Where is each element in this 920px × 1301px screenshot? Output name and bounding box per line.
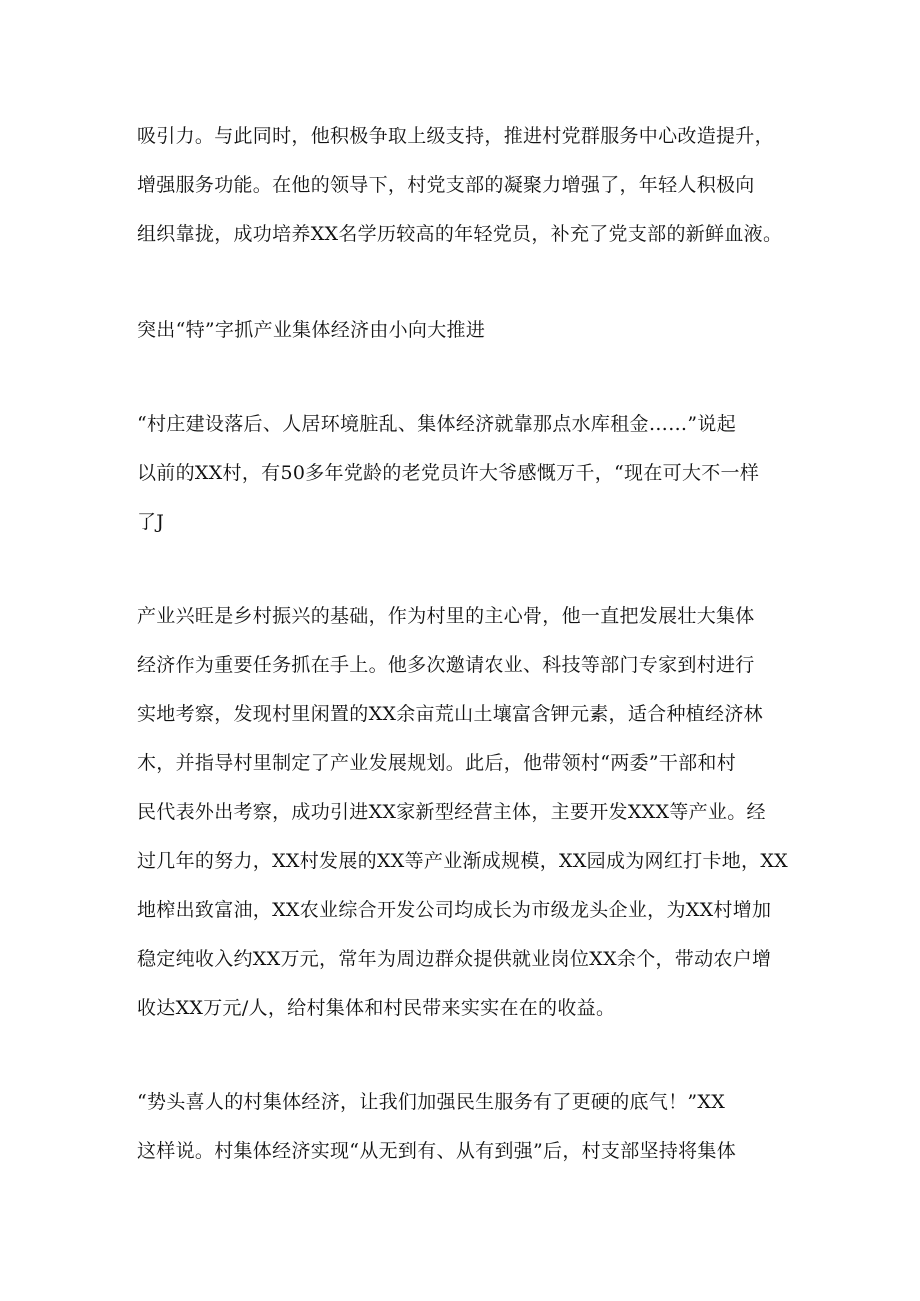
paragraph-3-line-7: 地榨出致富油，XX农业综合开发公司均成长为市级龙头企业，为XX村增加: [137, 899, 772, 921]
paragraph-1-line-2: 增强服务功能。在他的领导下，村党支部的凝聚力增强了，年轻人积极向: [137, 174, 755, 196]
paragraph-4-line-1: “势头喜人的村集体经济，让我们加强民生服务有了更硬的底气！”XX: [137, 1091, 726, 1113]
paragraph-3-line-2: 经济作为重要任务抓在手上。他多次邀请农业、科技等部门专家到村进行: [137, 654, 755, 676]
paragraph-2-line-3: 了J: [137, 511, 165, 533]
paragraph-3-line-8: 稳定纯收入约XX万元，常年为周边群众提供就业岗位XX余个，带动农户增: [137, 948, 772, 970]
paragraph-3-line-1: 产业兴旺是乡村振兴的基础，作为村里的主心骨，他一直把发展壮大集体: [137, 605, 755, 627]
paragraph-1-line-1: 吸引力。与此同时，他积极争取上级支持，推进村党群服务中心改造提升，: [137, 125, 774, 147]
paragraph-3-line-3: 实地考察，发现村里闲置的XX余亩荒山土壤富含钾元素，适合种植经济林: [137, 703, 763, 725]
paragraph-4-line-2: 这样说。村集体经济实现“从无到有、从有到强”后，村支部坚持将集体: [137, 1140, 737, 1162]
section-heading: 突出“特”字抓产业集体经济由小向大推进: [137, 319, 486, 341]
paragraph-2-line-2: 以前的XX村，有50多年党龄的老党员许大爷感慨万千，“现在可大不一样: [137, 462, 760, 484]
paragraph-1-line-3: 组织靠拢，成功培养XX名学历较高的年轻党员，补充了党支部的新鲜血液。: [137, 223, 783, 245]
paragraph-3-line-6: 过几年的努力，XX村发展的XX等产业渐成规模，XX园成为网红打卡地，XX: [137, 850, 789, 872]
paragraph-3-line-5: 民代表外出考察，成功引进XX家新型经营主体，主要开发XXX等产业。经: [137, 801, 766, 823]
paragraph-3-line-4: 木，并指导村里制定了产业发展规划。此后，他带领村“两委”干部和村: [137, 752, 737, 774]
paragraph-3-line-9: 收达XX万元/人，给村集体和村民带来实实在在的收益。: [137, 997, 616, 1019]
paragraph-2-line-1: “村庄建设落后、人居环境脏乱、集体经济就靠那点水库租金……”说起: [137, 413, 737, 435]
